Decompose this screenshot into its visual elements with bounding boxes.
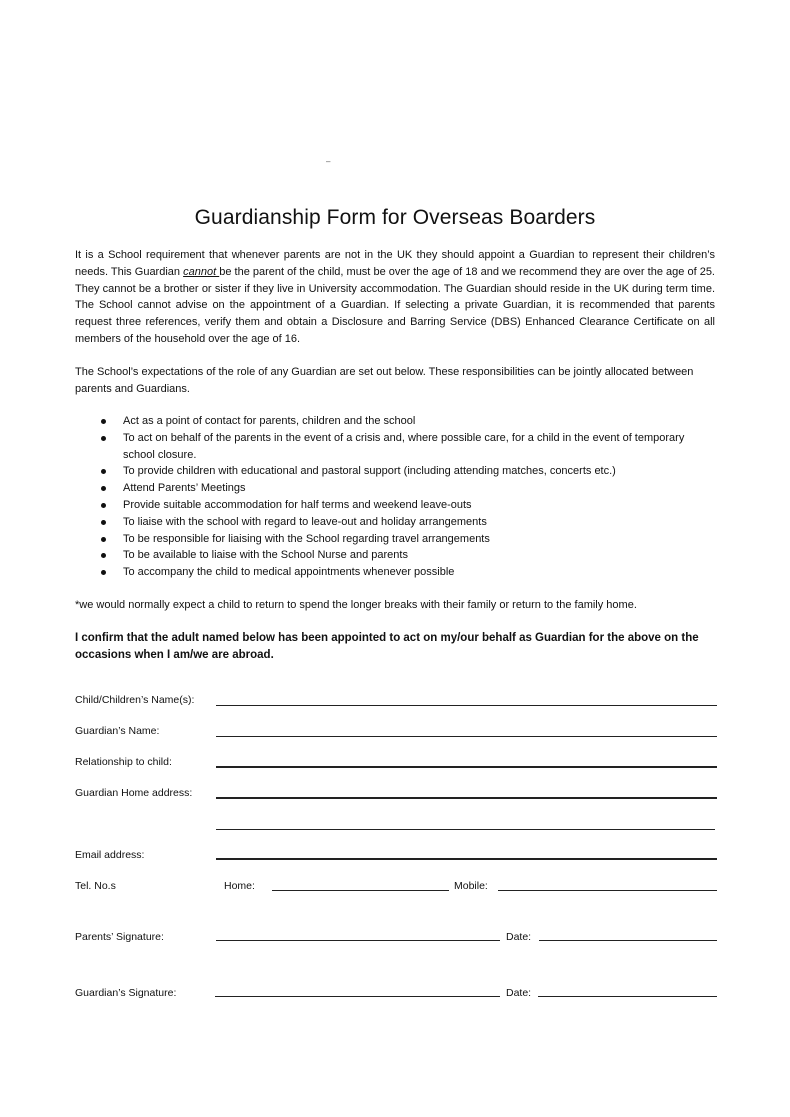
header-mark: – <box>326 157 331 166</box>
guardian-signature-label: Guardian’s Signature: <box>75 987 177 999</box>
relationship-field[interactable] <box>216 766 717 768</box>
intro-text-start: It is a School requirement that whenever parents are not in the UK they should appoint a Guardian to represent their children’s needs. This Guardian <box>75 249 715 278</box>
relationship-label: Relationship to child: <box>75 756 172 768</box>
list-item: To provide children with educational and pastoral support (including attending matches, concerts etc.) <box>75 463 715 480</box>
footnote: *we would normally expect a child to return to spend the longer breaks with their family or return to the family home. <box>75 599 637 611</box>
email-field[interactable] <box>216 858 717 860</box>
parents-signature-field[interactable] <box>216 940 500 941</box>
list-item: Attend Parents’ Meetings <box>75 480 715 497</box>
intro-emphasis: cannot <box>183 265 220 278</box>
parents-date-label: Date: <box>506 931 532 943</box>
intro-text-end: be the parent of the child, must be over the age of 18 and we recommend they are over the age of 25. They cannot be a brother or sister if they live in University accommodation. The Guardian should reside in the UK during term time. The School cannot advise on the appointment of a Guardian. If selecting a private Guardian, it is recommended that parents request three references, verify them and obtain a Disclosure and Barring Service (DBS) Enhanced Clearance Certificate on all members of the household over the age of 16. <box>75 265 715 345</box>
home-phone-field[interactable] <box>272 890 449 891</box>
list-item: To be available to liaise with the School Nurse and parents <box>75 547 715 564</box>
address-field-line-2[interactable] <box>216 829 715 830</box>
list-item: To accompany the child to medical appointments whenever possible <box>75 564 715 581</box>
list-item: Provide suitable accommodation for half terms and weekend leave-outs <box>75 497 715 514</box>
expectations-paragraph: The School’s expectations of the role of any Guardian are set out below. These responsibilities can be jointly allocated between parents and Guardians. <box>75 366 694 395</box>
email-label: Email address: <box>75 849 145 861</box>
intro-paragraph <box>75 247 715 348</box>
mobile-phone-label: Mobile: <box>454 880 488 892</box>
guardian-date-label: Date: <box>506 987 532 999</box>
confirmation-statement: I confirm that the adult named below has been appointed to act on my/our behalf as Guardian for the above on the occasions when I am/we are abroad. <box>75 632 699 661</box>
parents-date-field[interactable] <box>539 940 717 941</box>
children-names-field[interactable] <box>216 705 717 706</box>
guardian-signature-field[interactable] <box>215 996 500 997</box>
children-names-label: Child/Children’s Name(s): <box>75 694 195 706</box>
guardian-date-field[interactable] <box>538 996 717 997</box>
mobile-phone-field[interactable] <box>498 890 717 891</box>
tel-label: Tel. No.s <box>75 880 116 892</box>
guardian-name-field[interactable] <box>216 736 717 737</box>
list-item: Act as a point of contact for parents, children and the school <box>75 413 715 430</box>
parents-signature-label: Parents’ Signature: <box>75 931 164 943</box>
home-phone-label: Home: <box>224 880 255 892</box>
page-title: Guardianship Form for Overseas Boarders <box>194 206 596 229</box>
guardian-name-label: Guardian’s Name: <box>75 725 160 737</box>
list-item: To act on behalf of the parents in the event of a crisis and, where possible care, for a child in the event of temporary school closure. <box>75 430 715 464</box>
list-item: To liaise with the school with regard to leave-out and holiday arrangements <box>75 514 715 531</box>
address-field-line-1[interactable] <box>216 797 717 799</box>
list-item: To be responsible for liaising with the School regarding travel arrangements <box>75 531 715 548</box>
address-label: Guardian Home address: <box>75 787 193 799</box>
responsibilities-list <box>75 413 715 581</box>
